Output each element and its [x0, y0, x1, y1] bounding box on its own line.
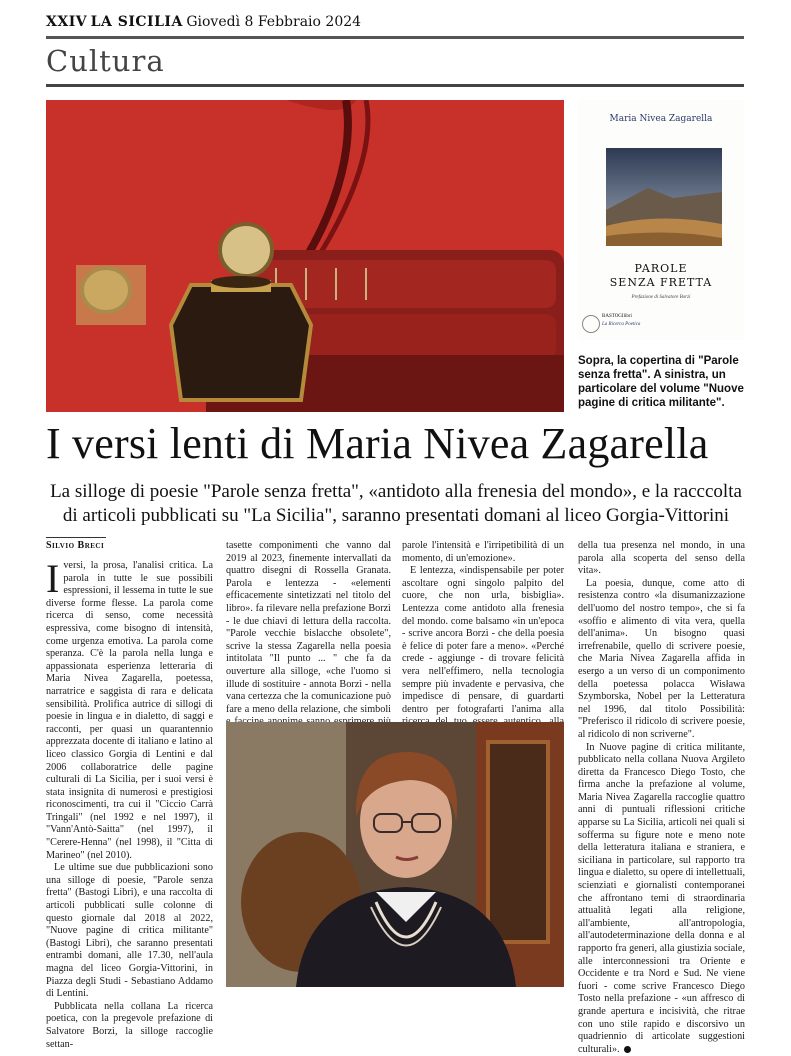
- drop-cap: I: [46, 562, 59, 596]
- masthead: [46, 14, 746, 36]
- paragraph: parole l'intensità e l'irripetibilità di un momento, di un'emozione».: [402, 540, 564, 565]
- paragraph: della tua presenza nel mondo, in una parola alla scoperta del senso della vita».: [578, 540, 745, 578]
- article-column-4: [578, 540, 745, 1056]
- inkwell-illustration: [46, 100, 564, 412]
- end-of-article-icon: [624, 1046, 631, 1053]
- paragraph: tasette componimenti che vanno dal 2019 al 2023, finemente intervallati da quattro disegni di Rossella Granata. Parola e lentezza - «elementi efficacemente sintetizzati nel titolo del libro». fa rilevare nella prefazione Borzì - le due chiavi di lettura della raccolta. "Parole vecchie bislacche obsolete", scrive la stessa Zagarella nella poesia intitolata "Il punto ... " che fa da ouverture alla silloge, «che l'uomo si illude di sostituire - annota Borzì - nella vana certezza che la comunicazione può fare a meno della relazione, che simboli: [226, 540, 391, 742]
- book-cover: [578, 100, 744, 340]
- cover-title-1: PAROLE: [578, 262, 744, 275]
- byline-rule: [46, 537, 106, 538]
- paper-name: LA SICILIA: [91, 14, 183, 30]
- photo-caption: Sopra, la copertina di "Parole senza fretta". A sinistra, un particolare del volume "Nuove pagine di critica militante".: [578, 354, 746, 410]
- paragraph: [46, 560, 213, 862]
- paragraph-text: versi, la prosa, l'analisi critica. La parola in tutte le sue possibili espressioni, il lessema in tutte le sue diverse forme flesse. La parola come ricerca di senso, come necessità espressiva, come bisogno di intensità, come urgenza emotiva. La parola come speranza. C'è la parola nella lunga e appassionata esperienza letteraria di Maria Nivea Zagarella, poetessa, narratrice e saggista di rara e delicata sensibilità. Prolifica autrice di sillogi di poesie in lingua e in dialetto, di saggi e racconti, per quasi un quarantennio apprezzata docente di italiano e latino al liceo classico Gorgia di Lentini e dal 2006 collaboratrice delle pagine culturali di La Sicilia, per i suoi versi è stata insignita di numerosi e prestigiosi riconoscimenti, tra cui il "Ciccio Carrà Tringali" (nel 1992 e nel 1997), il "Vann'Antò-Saitta" (nel 1997), il "Cerere-Henna" (nel 1998), il "Citta di Marineo" (nel 2010).: [46, 560, 213, 861]
- cover-preface: Prefazione di Salvatore Borzì: [578, 295, 744, 300]
- article-column-1: [46, 560, 213, 1051]
- article-column-2: [226, 540, 391, 742]
- masthead-rule: [46, 36, 744, 39]
- issue-date: Giovedì 8 Febbraio 2024: [186, 14, 361, 30]
- article-column-3: [402, 540, 564, 742]
- cover-author: Maria Nivea Zagarella: [578, 114, 744, 124]
- author-portrait: [226, 722, 564, 987]
- headline: I versi lenti di Maria Nivea Zagarella: [46, 418, 746, 469]
- publisher-logo-icon: [582, 315, 600, 333]
- paragraph-text: In Nuove pagine di critica militante, pubblicato nella collana Nuova Argileto diretta da Francesco Diego Tosto, che firma anche la prefazione al volume, Maria Nivea Zagarella raccoglie quattro anni di puntuali riflessioni critiche apparse su La Sicilia, articoli nei quali si sofferma su figure note e meno note della letteratura italiana e straniera, e siciliana in particolare, sul rapporto tra lingua e dialetto, su opere di intellettuali, scienziati e giornalisti contemporanei che affrontano temi di straordinaria attualità legati alla religione, all'ambiente, all'antropologia, all'autodeterminazione della donna e al rapporto fra generi, alla giustizia sociale, alle interconnessioni tra Oriente e Occidente e tra Nord e Sud. Ne viene fuori - come scrive Francesco Diego Tosto nella prefazione - «un affresco di grande apertura e incisività, che ritrae con uno stile rapido e discorsivo un quadriennio di articolate suggestioni culturali».: [578, 742, 745, 1055]
- cover-title-2: SENZA FRETTA: [578, 276, 744, 289]
- section-title: Cultura: [46, 44, 165, 78]
- paragraph: Pubblicata nella collana La ricerca poetica, con la pregevole prefazione di Salvatore Borzì, la silloge raccoglie settan-: [46, 1001, 213, 1051]
- cover-publisher: BASTOGIlibri: [602, 314, 632, 319]
- edition: XXIV: [46, 14, 87, 30]
- byline: Silvio Breci: [46, 540, 104, 551]
- paragraph: [578, 742, 745, 1056]
- cover-series: La Ricerca Poetica: [602, 322, 640, 327]
- subhead: La silloge di poesie "Parole senza fretta", «antidoto alla frenesia del mondo», e la racccolta di articoli pubblicati su "La Sicilia", saranno presentati domani al liceo Gorgia-Vittorini: [46, 480, 746, 528]
- paragraph: E lentezza, «indispensabile per poter ascoltare ogni singolo palpito del cuore, che non urla, bisbiglia». Lentezza come antidoto alla frenesia del mondo. come balsamo «in un'epoca - scrive ancora Borzì - che della poesia è felice di poter fare a meno». «Perché crede - aggiunge - di trovare felicità vera nell'effimero, nella tecnologia sempre più invadente e pervasiva, che impedisce di pensare, di guardarti dentro per fotografarti l'anima alla: [402, 565, 564, 741]
- paragraph: La poesia, dunque, come atto di resistenza contro «la disumanizzazione dell'uomo del nostro tempo», che si fa «soffio e alimento di vita vera, quella dell'anima». Un bisogno quasi irrefrenabile, quello di scrivere poesie, che Maria Nivea Zagarella affida in esergo a un verso di un componimento della poetessa polacca Wisława Szymborska, Nobel per la Letteratura nel 1996, dal titolo Possibilità: "Preferisco il ridicolo di scrivere poesie, al ridicolo di non scriverne".: [578, 578, 745, 742]
- paragraph: Le ultime sue due pubblicazioni sono una silloge di poesie, "Parole senza fretta" (Bastogi Libri), e una raccolta di articoli pubblicati sulle colonne di questo giornale dal 2018 al 2022, "Nuove pagine di critica militante" (Bastogi Libri), che saranno presentati entrambi domani, alle 17.30, nell'aula magna del liceo Gorgia-Vittorini, in Piazza degli Studi - Sebastiano Addamo di Lentini.: [46, 862, 213, 1001]
- section-rule: [46, 84, 744, 87]
